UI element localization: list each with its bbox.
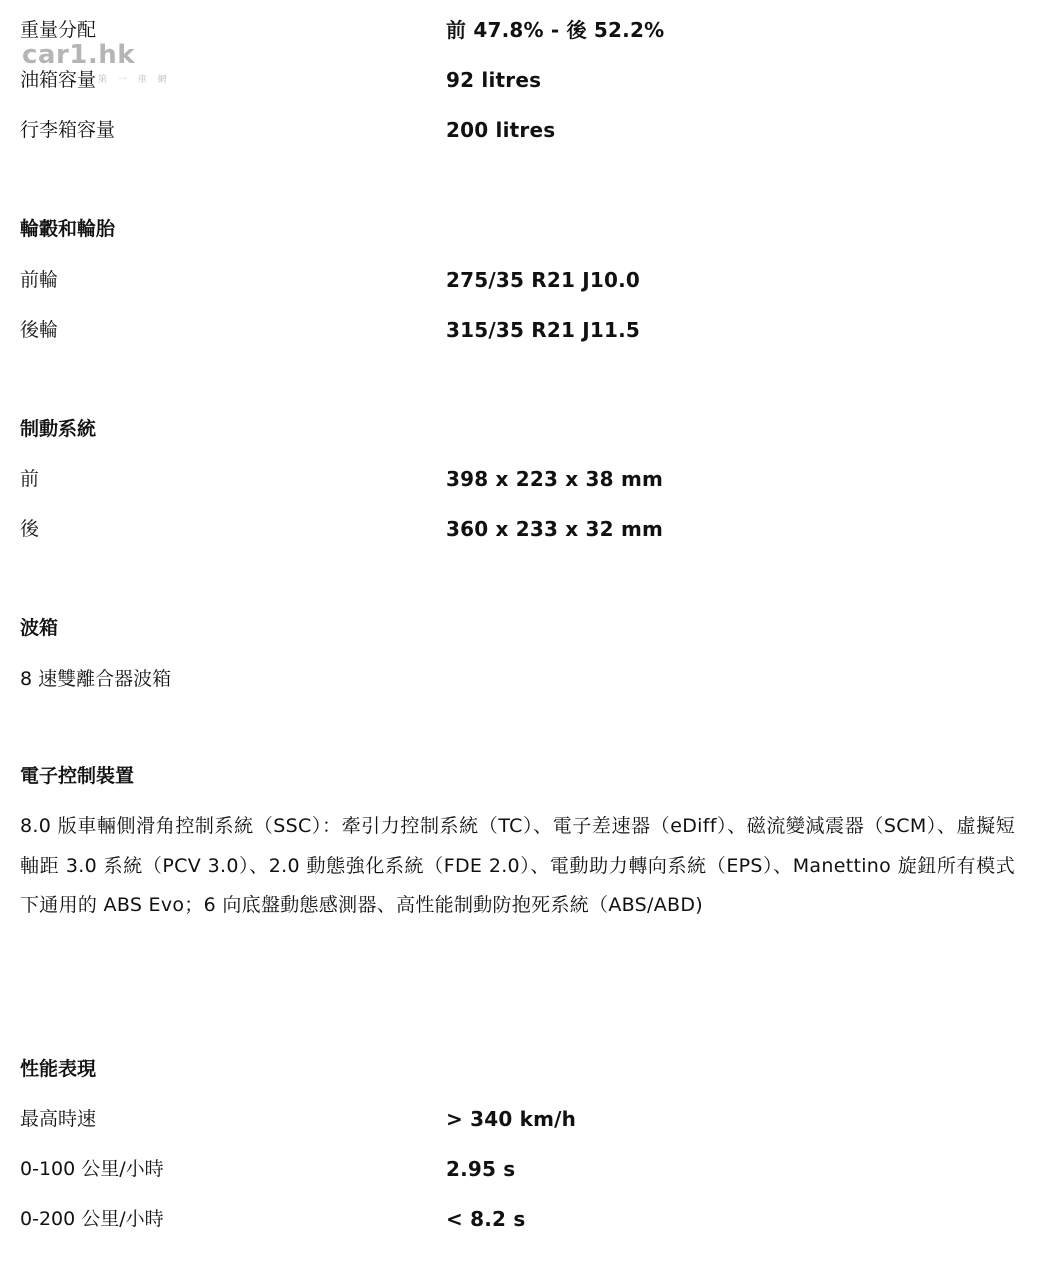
section-heading-gearbox: 波箱 bbox=[20, 617, 59, 639]
spec-row-top-speed bbox=[20, 1104, 1020, 1134]
spec-row-front-tyre bbox=[20, 265, 1020, 295]
spec-label: 前輪 bbox=[20, 269, 59, 291]
section-heading-brakes: 制動系統 bbox=[20, 418, 97, 440]
spec-label: 0-100 公里/小時 bbox=[20, 1158, 164, 1180]
electronics-description: 8.0 版車輛側滑角控制系統（SSC）：牽引力控制系統（TC）、電子差速器（eDiff）、磁流變減震器（SCM）、虛擬短軸距 3.0 系統（PCV 3.0）、2.0 動態強化系統（FDE 2.0）、電動助力轉向系統（EPS）、Manettino 旋鈕所有模式下通用的 ABS Evo；6 向底盤動態感測器、高性能制動防抱死系統（ABS/ABD) bbox=[20, 815, 1015, 916]
spec-row-0-200 bbox=[20, 1204, 1020, 1234]
gearbox-description: 8 速雙離合器波箱 bbox=[20, 668, 172, 690]
watermark-sub-text: 第 一 車 網 bbox=[98, 75, 171, 85]
spec-value: 2.95 s bbox=[446, 1157, 516, 1181]
spec-label: 重量分配 bbox=[20, 19, 97, 41]
spec-row-0-100 bbox=[20, 1154, 1020, 1184]
spec-value: 360 x 233 x 32 mm bbox=[446, 517, 664, 541]
spec-value: 前 47.8% - 後 52.2% bbox=[446, 18, 665, 42]
spec-label: 後 bbox=[20, 518, 40, 540]
spec-label: 前 bbox=[20, 468, 40, 490]
spec-row-boot-capacity bbox=[20, 115, 1020, 145]
spec-row-rear-brake bbox=[20, 514, 1020, 544]
section-heading-wheels: 輪轂和輪胎 bbox=[20, 218, 116, 240]
spec-value: 275/35 R21 J10.0 bbox=[446, 268, 641, 292]
spec-value: < 8.2 s bbox=[446, 1207, 526, 1231]
spec-value: 398 x 223 x 38 mm bbox=[446, 467, 664, 491]
spec-value: 200 litres bbox=[446, 118, 556, 142]
spec-row-weight-distribution bbox=[20, 15, 1020, 45]
spec-row-fuel-tank bbox=[20, 65, 1020, 95]
section-heading-performance: 性能表現 bbox=[20, 1058, 97, 1080]
spec-label: 油箱容量 bbox=[20, 69, 97, 91]
spec-value: 92 litres bbox=[446, 68, 542, 92]
spec-label: 最高時速 bbox=[20, 1108, 97, 1130]
spec-label: 0-200 公里/小時 bbox=[20, 1208, 164, 1230]
spec-label: 後輪 bbox=[20, 319, 59, 341]
spec-value: > 340 km/h bbox=[446, 1107, 577, 1131]
gearbox-description-row bbox=[20, 664, 1020, 694]
watermark-logo-text: car1.hk bbox=[22, 40, 136, 70]
spec-row-rear-tyre bbox=[20, 315, 1020, 345]
spec-value: 315/35 R21 J11.5 bbox=[446, 318, 641, 342]
spec-label: 行李箱容量 bbox=[20, 119, 116, 141]
section-heading-electronics: 電子控制裝置 bbox=[20, 765, 135, 787]
spec-row-front-brake bbox=[20, 464, 1020, 494]
